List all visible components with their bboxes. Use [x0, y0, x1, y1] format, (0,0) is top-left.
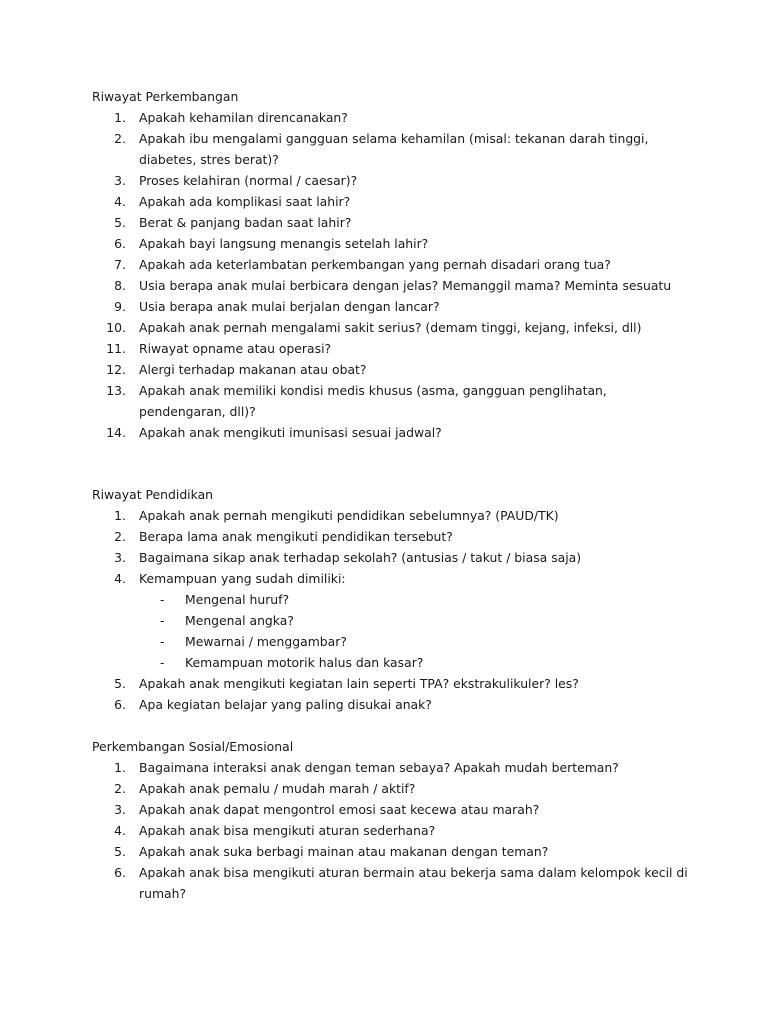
item-text: Apakah anak pernah mengikuti pendidikan sebelumnya? (PAUD/TK) [139, 508, 559, 523]
item-text: Apa kegiatan belajar yang paling disukai anak? [139, 697, 432, 712]
item-text: Berapa lama anak mengikuti pendidikan tersebut? [139, 529, 453, 544]
sub-item [92, 652, 692, 673]
item-text: Apakah anak mengikuti imunisasi sesuai jadwal? [139, 425, 442, 440]
dash-bullet: - [160, 634, 165, 649]
item-text: Bagaimana interaksi anak dengan teman sebaya? Apakah mudah berteman? [139, 760, 619, 775]
item-number: 4. [114, 571, 126, 586]
item-number: 5. [114, 676, 126, 691]
list-item [92, 673, 692, 694]
list-item [92, 191, 692, 212]
list-item [92, 275, 692, 296]
sub-item-text: Mewarnai / menggambar? [185, 634, 347, 649]
list-item [92, 128, 692, 170]
item-text: Proses kelahiran (normal / caesar)? [139, 173, 358, 188]
item-number: 5. [114, 215, 126, 230]
item-number: 1. [114, 760, 126, 775]
item-number: 6. [114, 236, 126, 251]
section-heading: Riwayat Perkembangan [92, 89, 239, 104]
item-number: 12. [106, 362, 126, 377]
item-text: Bagaimana sikap anak terhadap sekolah? (antusias / takut / biasa saja) [139, 550, 582, 565]
item-number: 6. [114, 697, 126, 712]
item-number: 4. [114, 823, 126, 838]
item-text: Kemampuan yang sudah dimiliki: [139, 571, 346, 586]
item-text: Apakah anak pemalu / mudah marah / aktif? [139, 781, 416, 796]
item-number: 1. [114, 110, 126, 125]
item-text: Apakah ada keterlambatan perkembangan yang pernah disadari orang tua? [139, 257, 611, 272]
section-riwayat-perkembangan [92, 86, 692, 443]
item-number: 8. [114, 278, 126, 293]
sub-item [92, 589, 692, 610]
item-number: 2. [114, 781, 126, 796]
list-item [92, 212, 692, 233]
list-item [92, 505, 692, 526]
item-number: 2. [114, 529, 126, 544]
list-item [92, 568, 692, 589]
item-text: Apakah ada komplikasi saat lahir? [139, 194, 351, 209]
list-item [92, 422, 692, 443]
list-item [92, 820, 692, 841]
sub-item [92, 631, 692, 652]
list-item [92, 233, 692, 254]
section-heading: Riwayat Pendidikan [92, 487, 214, 502]
item-number: 1. [114, 508, 126, 523]
list-item [92, 862, 692, 904]
section-riwayat-pendidikan [92, 484, 692, 715]
list-item [92, 317, 692, 338]
item-number: 6. [114, 865, 126, 880]
item-number: 11. [106, 341, 126, 356]
item-text: Apakah kehamilan direncanakan? [139, 110, 348, 125]
item-text: Usia berapa anak mulai berbicara dengan jelas? Memanggil mama? Meminta sesuatu [139, 278, 672, 293]
item-text: Apakah bayi langsung menangis setelah lahir? [139, 236, 429, 251]
section-heading: Perkembangan Sosial/Emosional [92, 739, 294, 754]
dash-bullet: - [160, 613, 165, 628]
list-item [92, 841, 692, 862]
item-text: Apakah anak bisa mengikuti aturan bermain atau bekerja sama dalam kelompok kecil di rumah? [139, 865, 688, 901]
item-text: Apakah anak bisa mengikuti aturan sederhana? [139, 823, 436, 838]
item-text: Riwayat opname atau operasi? [139, 341, 332, 356]
item-number: 7. [114, 257, 126, 272]
item-number: 9. [114, 299, 126, 314]
list-item [92, 338, 692, 359]
item-number: 14. [106, 425, 126, 440]
dash-bullet: - [160, 655, 165, 670]
list-item [92, 359, 692, 380]
item-number: 2. [114, 131, 126, 146]
item-text: Berat & panjang badan saat lahir? [139, 215, 352, 230]
item-number: 5. [114, 844, 126, 859]
item-number: 3. [114, 802, 126, 817]
list-item [92, 547, 692, 568]
item-number: 13. [106, 383, 126, 398]
list-item [92, 526, 692, 547]
list-item [92, 757, 692, 778]
item-number: 3. [114, 550, 126, 565]
item-number: 10. [106, 320, 126, 335]
list-item [92, 170, 692, 191]
item-text: Apakah anak mengikuti kegiatan lain seperti TPA? ekstrakulikuler? les? [139, 676, 579, 691]
item-text: Apakah ibu mengalami gangguan selama kehamilan (misal: tekanan darah tinggi, diabetes, stres berat)? [139, 131, 649, 167]
list-item [92, 296, 692, 317]
sub-item-text: Kemampuan motorik halus dan kasar? [185, 655, 424, 670]
item-text: Apakah anak suka berbagi mainan atau makanan dengan teman? [139, 844, 549, 859]
list-item [92, 107, 692, 128]
item-text: Alergi terhadap makanan atau obat? [139, 362, 367, 377]
sub-item-text: Mengenal angka? [185, 613, 294, 628]
list-item [92, 778, 692, 799]
section-perkembangan-sosial-emosional [92, 736, 692, 904]
dash-bullet: - [160, 592, 165, 607]
item-number: 4. [114, 194, 126, 209]
item-text: Usia berapa anak mulai berjalan dengan lancar? [139, 299, 440, 314]
item-text: Apakah anak pernah mengalami sakit serius? (demam tinggi, kejang, infeksi, dll) [139, 320, 642, 335]
item-text: Apakah anak dapat mengontrol emosi saat kecewa atau marah? [139, 802, 540, 817]
list-item [92, 380, 692, 422]
sub-item-text: Mengenal huruf? [185, 592, 290, 607]
sub-item [92, 610, 692, 631]
list-item [92, 254, 692, 275]
list-item [92, 694, 692, 715]
item-text: Apakah anak memiliki kondisi medis khusus (asma, gangguan penglihatan, pendengaran, dll)? [139, 383, 607, 419]
list-item [92, 799, 692, 820]
item-number: 3. [114, 173, 126, 188]
